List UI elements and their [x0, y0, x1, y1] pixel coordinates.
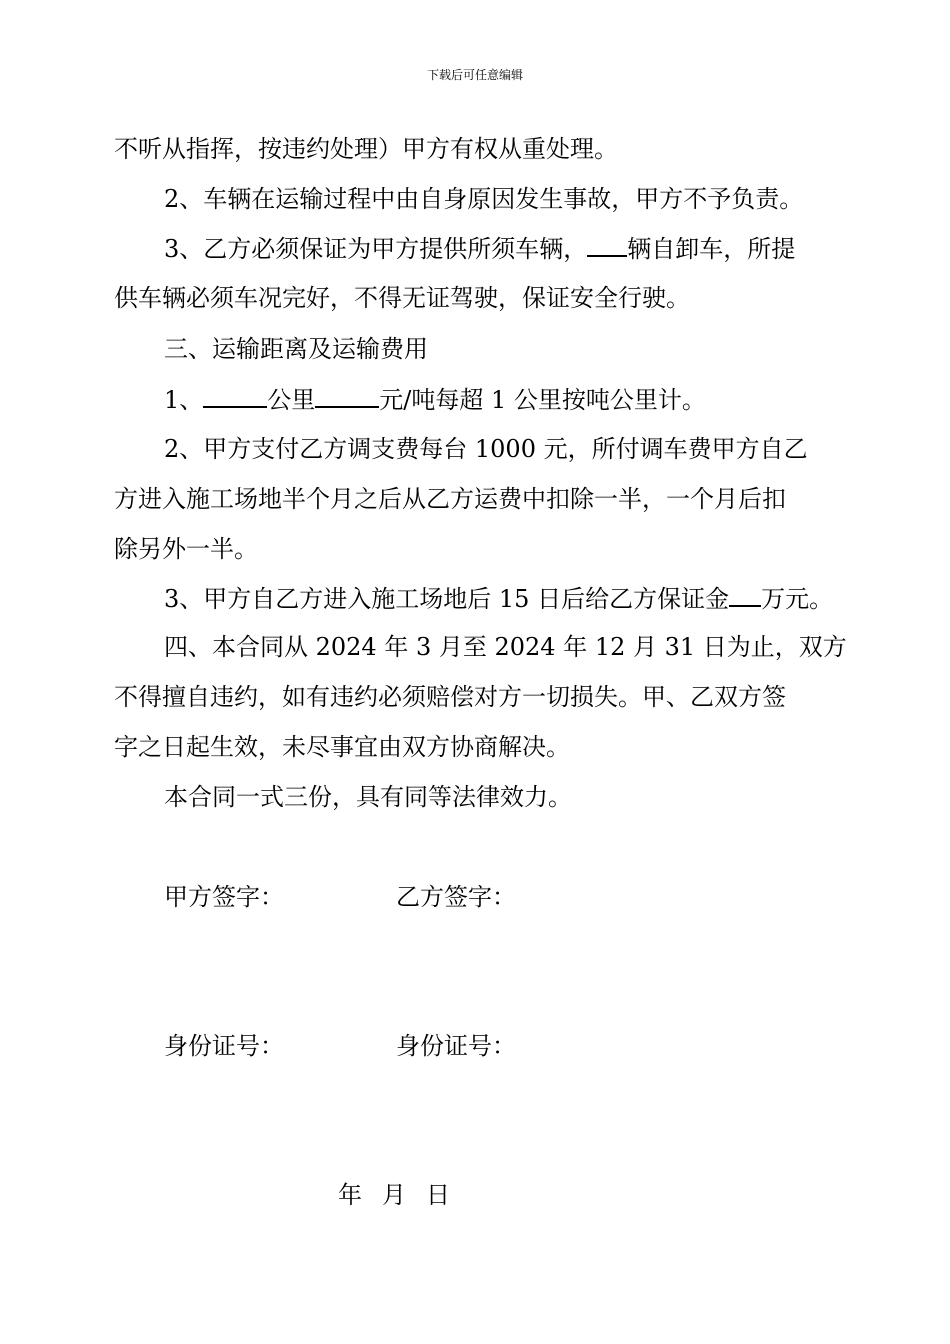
clause-3-text-end: 辆自卸车，所提	[627, 235, 796, 263]
deposit-amount-blank	[729, 583, 761, 607]
page-header: 下载后可任意编辑	[426, 68, 523, 82]
distance-unit: 公里	[267, 386, 316, 414]
party-b-id-label: 身份证号：	[396, 1032, 516, 1060]
fee-clause-2-line-1: 2、甲方支付乙方调支费每台 1000 元，所付调车费甲方自乙	[164, 435, 808, 463]
party-a-id-label: 身份证号：	[164, 1032, 284, 1060]
date-line	[338, 1180, 470, 1210]
paragraph-continuation: 不听从指挥，按违约处理）甲方有权从重处理。	[114, 135, 618, 163]
section-4-line-2: 不得擅自违约，如有违约必须赔偿对方一切损失。甲、乙双方签	[114, 683, 786, 711]
distance-clause-1-suffix: 元/吨每超 1 公里按吨公里计。	[379, 386, 706, 414]
vehicle-count-blank	[587, 233, 627, 257]
deposit-clause-3	[164, 583, 833, 614]
copies-clause: 本合同一式三份，具有同等法律效力。	[164, 783, 572, 811]
deposit-clause-prefix: 3、甲方自乙方进入施工场地后 15 日后给乙方保证金	[164, 585, 730, 613]
party-a-signature-label: 甲方签字：	[164, 883, 284, 911]
date-day: 日	[426, 1181, 450, 1209]
clause-2-accident: 2、车辆在运输过程中由自身原因发生事故，甲方不予负责。	[164, 185, 804, 213]
clause-3-vehicles	[164, 233, 795, 264]
distance-clause-1	[164, 384, 706, 415]
fee-clause-2-line-2: 方进入施工场地半个月之后从乙方运费中扣除一半，一个月后扣	[114, 485, 786, 513]
date-month: 月	[382, 1181, 406, 1209]
date-year: 年	[338, 1181, 362, 1209]
fee-clause-2-line-3: 除另外一半。	[114, 535, 258, 563]
distance-blank	[203, 384, 267, 408]
section-4-line-1: 四、本合同从 2024 年 3 月至 2024 年 12 月 31 日为止，双方	[164, 633, 847, 661]
section-4-line-3: 字之日起生效，未尽事宜由双方协商解决。	[114, 733, 570, 761]
clause-3-text-start: 3、乙方必须保证为甲方提供所须车辆，	[164, 235, 588, 263]
party-b-signature-label: 乙方签字：	[396, 883, 516, 911]
distance-clause-1-prefix: 1、	[164, 386, 204, 414]
price-blank	[315, 384, 379, 408]
section-3-title: 三、运输距离及运输费用	[164, 335, 428, 363]
clause-3-continuation: 供车辆必须车况完好，不得无证驾驶，保证安全行驶。	[114, 284, 690, 312]
deposit-clause-suffix: 万元。	[761, 585, 834, 613]
